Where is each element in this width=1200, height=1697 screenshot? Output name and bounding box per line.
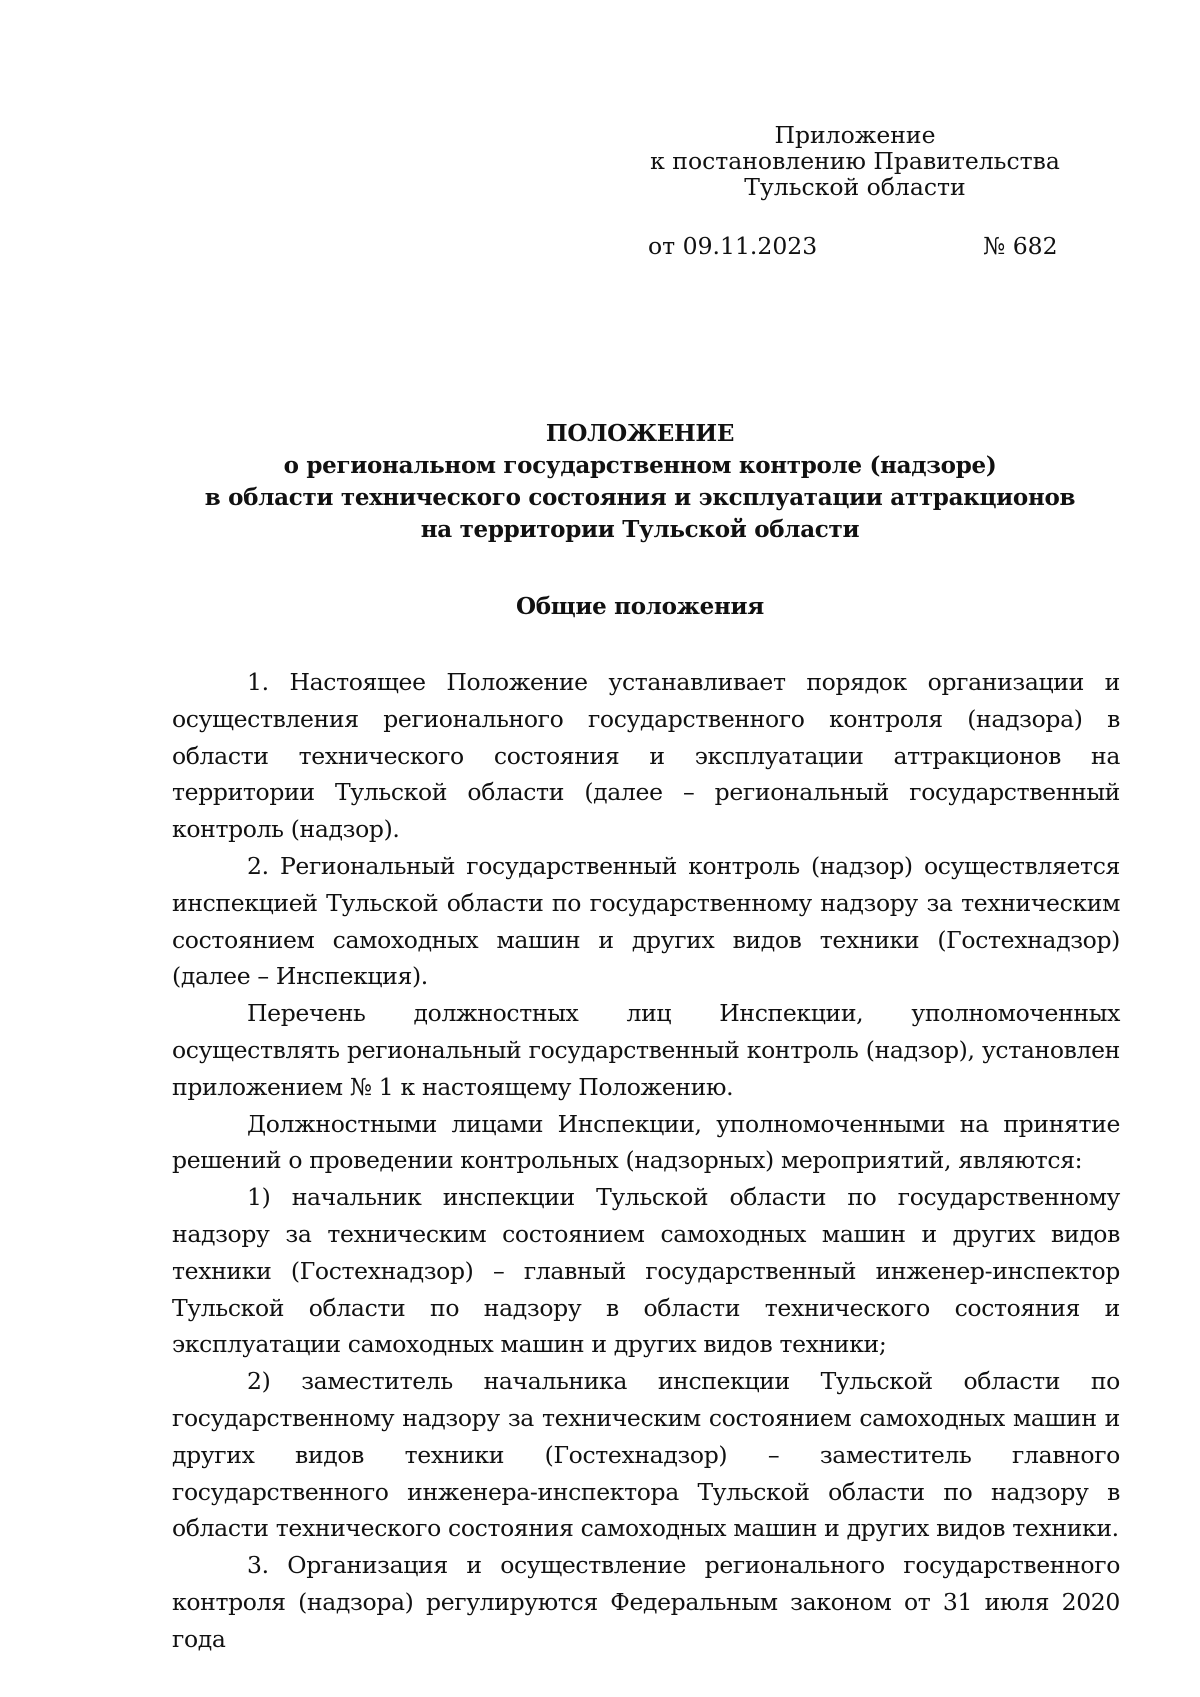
appendix-date: от 09.11.2023	[648, 232, 818, 260]
paragraph-6: 2) заместитель начальника инспекции Тульской области по государственному надзору за техническим состоянием самоходных машин и других видов техники (Гостехнадзор) – заместитель главного государственного инженера-инспектора Тульской области по надзору в области технического состояния самоходных машин и других видов техники.	[172, 1367, 1120, 1543]
appendix-label: Приложение	[774, 121, 936, 149]
paragraph-1: 1. Настоящее Положение устанавливает порядок организации и осуществления регионального государственного контроля (надзора) в области технического состояния и эксплуатации аттракционов на территории Тульской области (далее – региональный государственный контроль (надзор).	[172, 668, 1120, 844]
paragraph-5: 1) начальник инспекции Тульской области по государственному надзору за техническим состоянием самоходных машин и других видов техники (Гостехнадзор) – главный государственный инженер-инспектор Тульской области по надзору в области технического состояния и эксплуатации самоходных машин и других видов техники;	[172, 1183, 1120, 1359]
appendix-number: № 682	[983, 232, 1058, 260]
paragraph-3: Перечень должностных лиц Инспекции, уполномоченных осуществлять региональный государственный контроль (надзор), установлен приложением № 1 к настоящему Положению.	[172, 999, 1120, 1101]
title-line-2: о региональном государственном контроле (надзоре)	[283, 452, 997, 479]
title-line-1: ПОЛОЖЕНИЕ	[545, 420, 735, 447]
appendix-region: Тульской области	[744, 173, 966, 201]
document-body	[172, 664, 1120, 1658]
document-title	[170, 418, 1110, 546]
paragraph-2: 2. Региональный государственный контроль (надзор) осуществляется инспекцией Тульской области по государственному надзору за техническим состоянием самоходных машин и других видов техники (Гостехнадзор) (далее – Инспекция).	[172, 851, 1120, 991]
title-line-3: в области технического состояния и эксплуатации аттракционов	[204, 484, 1076, 511]
paragraph-7: 3. Организация и осуществление регионального государственного контроля (надзора) регулируются Федеральным законом от 31 июля 2020 года	[172, 1551, 1120, 1653]
appendix-header	[640, 122, 1070, 200]
section-heading: Общие положения	[516, 593, 764, 620]
paragraph-4: Должностными лицами Инспекции, уполномоченными на принятие решений о проведении контрольных (надзорных) мероприятий, являются:	[172, 1109, 1120, 1175]
title-line-4: на территории Тульской области	[420, 516, 860, 543]
appendix-resolution-ref: к постановлению Правительства	[650, 147, 1060, 175]
